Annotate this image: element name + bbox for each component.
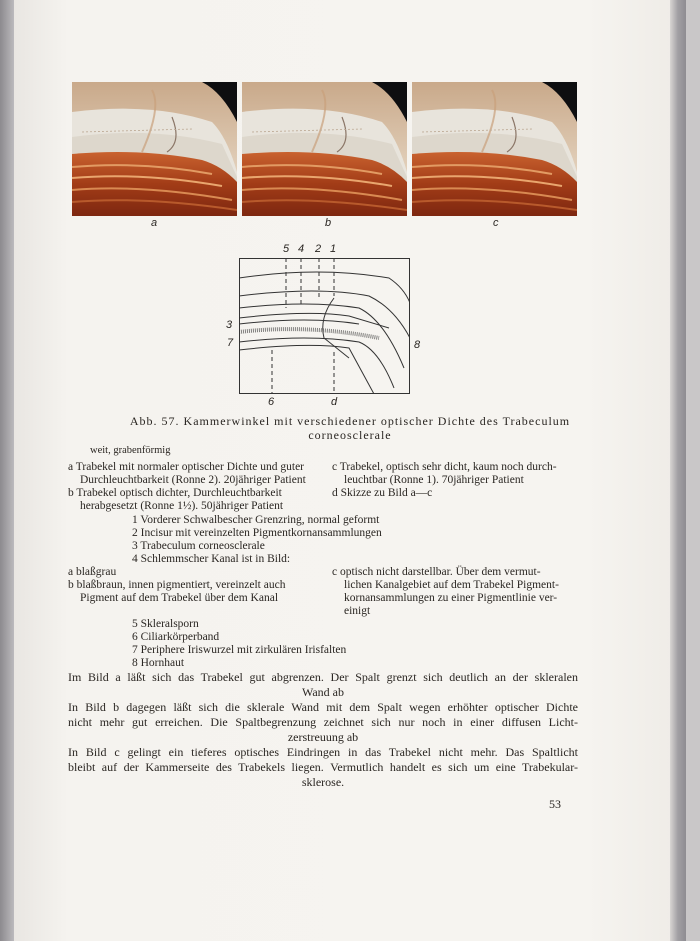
panel-label-b: b bbox=[325, 217, 332, 229]
sketch-label-8: 8 bbox=[414, 339, 421, 351]
figure-panel-c bbox=[412, 82, 577, 216]
sketch-label-6: 6 bbox=[268, 396, 275, 408]
paragraph-2-line1: In Bild b dagegen läßt sich die sklerale Wand mit dem Spalt wegen erhöhter optischer Dichte bbox=[68, 700, 578, 714]
sketch-label-7: 7 bbox=[227, 337, 234, 349]
kanal-a: a blaßgrau bbox=[68, 566, 117, 578]
paragraph-2-line3: zerstreuung ab bbox=[287, 730, 359, 744]
numbered-item-6: 6 Ciliarkörperband bbox=[132, 631, 220, 643]
legend-c-line1: c Trabekel, optisch sehr dicht, kaum noch durch- bbox=[332, 461, 557, 473]
paragraph-3-line2: bleibt auf der Kammerseite des Trabekels liegen. Vermutlich handelt es sich um eine Trabekular- bbox=[68, 760, 578, 774]
figure-panel-b bbox=[242, 82, 407, 216]
page-edge bbox=[670, 0, 686, 941]
legend-a-line1: a Trabekel mit normaler optischer Dichte und guter bbox=[68, 461, 305, 473]
sketch-label-d: d bbox=[331, 396, 338, 408]
numbered-item-2: 2 Incisur mit vereinzelten Pigmentkornansammlungen bbox=[132, 527, 382, 539]
paragraph-1-line1: Im Bild a läßt sich das Trabekel gut abgrenzen. Der Spalt grenzt sich deutlich an der skleralen bbox=[68, 670, 578, 684]
sketch-label-3: 3 bbox=[226, 319, 233, 331]
kanal-c-line2: lichen Kanalgebiet auf dem Trabekel Pigment- bbox=[344, 579, 559, 591]
kanal-b-line1: b blaßbraun, innen pigmentiert, vereinzelt auch bbox=[68, 579, 286, 591]
panel-label-a: a bbox=[151, 217, 158, 229]
numbered-item-3: 3 Trabeculum corneosclerale bbox=[132, 540, 265, 552]
numbered-item-4: 4 Schlemmscher Kanal ist in Bild: bbox=[132, 553, 291, 565]
numbered-item-5: 5 Skleralsporn bbox=[132, 618, 199, 630]
paragraph-1-line2: Wand ab bbox=[301, 685, 345, 699]
numbered-item-1: 1 Vorderer Schwalbescher Grenzring, normal geformt bbox=[132, 514, 380, 526]
panel-label-c: c bbox=[493, 217, 499, 229]
numbered-item-7: 7 Periphere Iriswurzel mit zirkulären Irisfalten bbox=[132, 644, 347, 656]
sketch-label-5: 5 bbox=[283, 243, 290, 255]
kanal-c-line4: einigt bbox=[344, 605, 371, 617]
paragraph-2-line2: nicht mehr gut erreichen. Die Spaltbegrenzung zeichnet sich nur noch in einer diffusen Licht- bbox=[68, 715, 578, 729]
legend-b-line1: b Trabekel optisch dichter, Durchleuchtbarkeit bbox=[68, 487, 282, 499]
sketch-label-2: 2 bbox=[315, 243, 322, 255]
kanal-c-line3: kornansammlungen zu einer Pigmentlinie ver- bbox=[344, 592, 558, 604]
subtitle: weit, grabenförmig bbox=[90, 445, 171, 456]
legend-c-line2: leuchtbar (Ronne 1). 70jähriger Patient bbox=[344, 474, 524, 486]
page-number: 53 bbox=[549, 797, 561, 811]
kanal-b-line2: Pigment auf dem Trabekel über dem Kanal bbox=[80, 592, 279, 604]
paragraph-3-line3: sklerose. bbox=[301, 775, 345, 789]
legend-d-line1: d Skizze zu Bild a—c bbox=[332, 487, 433, 499]
kanal-c-line1: c optisch nicht darstellbar. Über dem vermut- bbox=[332, 566, 541, 578]
figure-caption-line2: corneosclerale bbox=[308, 428, 392, 442]
schematic-sketch bbox=[239, 258, 410, 394]
figure-panel-a bbox=[72, 82, 237, 216]
sketch-label-1: 1 bbox=[330, 243, 337, 255]
figure-caption-line1: Abb. 57. Kammerwinkel mit verschiedener optischer Dichte des Trabeculum bbox=[129, 414, 571, 428]
legend-a-line2: Durchleuchtbarkeit (Ronne 2). 20jähriger Patient bbox=[80, 474, 306, 486]
legend-b-line2: herabgesetzt (Ronne 1½). 50jähriger Patient bbox=[80, 500, 284, 512]
paragraph-3-line1: In Bild c gelingt ein tieferes optisches Eindringen in das Trabekel nicht mehr. Das Spaltlicht bbox=[68, 745, 578, 759]
numbered-item-8: 8 Hornhaut bbox=[132, 657, 185, 669]
sketch-label-4: 4 bbox=[298, 243, 305, 255]
